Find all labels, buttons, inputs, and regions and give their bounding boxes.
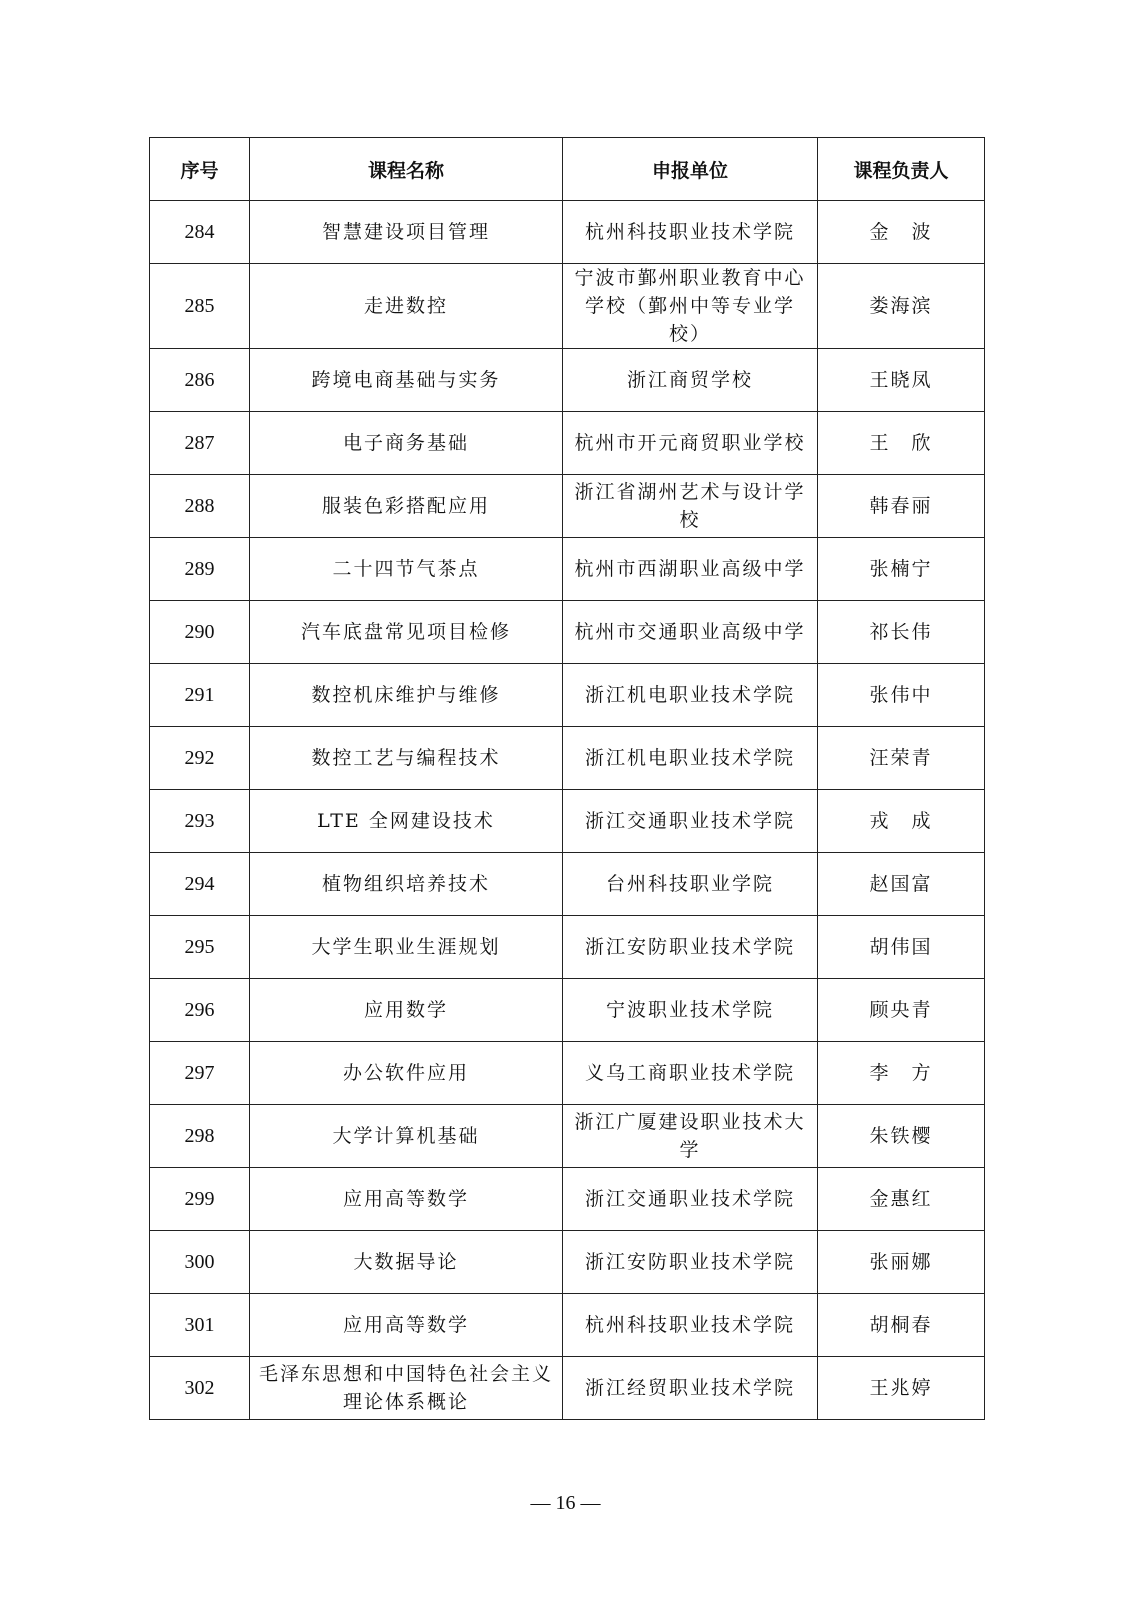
cell-unit: 浙江机电职业技术学院 — [563, 727, 818, 790]
cell-index: 285 — [150, 264, 250, 349]
cell-leader: 韩春丽 — [818, 475, 985, 538]
header-index: 序号 — [150, 138, 250, 201]
cell-unit: 浙江交通职业技术学院 — [563, 1168, 818, 1231]
cell-leader: 王兆婷 — [818, 1357, 985, 1420]
cell-unit: 浙江广厦建设职业技术大学 — [563, 1105, 818, 1168]
cell-leader: 胡桐春 — [818, 1294, 985, 1357]
table-row — [150, 664, 985, 727]
cell-course-name: 走进数控 — [250, 264, 563, 349]
cell-index: 299 — [150, 1168, 250, 1231]
cell-unit: 浙江机电职业技术学院 — [563, 664, 818, 727]
cell-unit: 台州科技职业学院 — [563, 853, 818, 916]
table-row — [150, 1294, 985, 1357]
table-row — [150, 1231, 985, 1294]
cell-unit: 杭州市开元商贸职业学校 — [563, 412, 818, 475]
cell-course-name: 跨境电商基础与实务 — [250, 349, 563, 412]
cell-leader: 戎 成 — [818, 790, 985, 853]
header-course-name: 课程名称 — [250, 138, 563, 201]
cell-course-name: 植物组织培养技术 — [250, 853, 563, 916]
cell-course-name: 数控机床维护与维修 — [250, 664, 563, 727]
cell-index: 284 — [150, 201, 250, 264]
cell-index: 302 — [150, 1357, 250, 1420]
table-row — [150, 853, 985, 916]
cell-unit: 浙江经贸职业技术学院 — [563, 1357, 818, 1420]
cell-course-name: 大学生职业生涯规划 — [250, 916, 563, 979]
table-row — [150, 727, 985, 790]
cell-index: 300 — [150, 1231, 250, 1294]
table-header-row — [150, 138, 985, 201]
cell-course-name: LTE 全网建设技术 — [250, 790, 563, 853]
cell-index: 294 — [150, 853, 250, 916]
cell-leader: 王 欣 — [818, 412, 985, 475]
cell-course-name: 应用数学 — [250, 979, 563, 1042]
cell-unit: 浙江省湖州艺术与设计学校 — [563, 475, 818, 538]
course-table — [149, 137, 985, 1420]
cell-index: 290 — [150, 601, 250, 664]
cell-unit: 浙江安防职业技术学院 — [563, 1231, 818, 1294]
table-row — [150, 1042, 985, 1105]
table-row — [150, 349, 985, 412]
table-row — [150, 790, 985, 853]
cell-leader: 王晓凤 — [818, 349, 985, 412]
cell-index: 287 — [150, 412, 250, 475]
cell-index: 296 — [150, 979, 250, 1042]
cell-index: 298 — [150, 1105, 250, 1168]
cell-leader: 李 方 — [818, 1042, 985, 1105]
table-row — [150, 538, 985, 601]
cell-unit: 杭州科技职业技术学院 — [563, 1294, 818, 1357]
cell-course-name: 大数据导论 — [250, 1231, 563, 1294]
cell-unit: 浙江交通职业技术学院 — [563, 790, 818, 853]
table-body — [150, 201, 985, 1420]
cell-leader: 胡伟国 — [818, 916, 985, 979]
cell-unit: 宁波职业技术学院 — [563, 979, 818, 1042]
cell-unit: 义乌工商职业技术学院 — [563, 1042, 818, 1105]
cell-leader: 朱铁樱 — [818, 1105, 985, 1168]
cell-index: 292 — [150, 727, 250, 790]
cell-leader: 张丽娜 — [818, 1231, 985, 1294]
table-row — [150, 601, 985, 664]
cell-unit: 浙江商贸学校 — [563, 349, 818, 412]
cell-index: 301 — [150, 1294, 250, 1357]
table-row — [150, 1168, 985, 1231]
cell-course-name: 智慧建设项目管理 — [250, 201, 563, 264]
cell-course-name: 大学计算机基础 — [250, 1105, 563, 1168]
table-row — [150, 916, 985, 979]
cell-course-name: 应用高等数学 — [250, 1294, 563, 1357]
cell-course-name: 应用高等数学 — [250, 1168, 563, 1231]
cell-unit: 杭州科技职业技术学院 — [563, 201, 818, 264]
cell-leader: 娄海滨 — [818, 264, 985, 349]
cell-course-name: 二十四节气茶点 — [250, 538, 563, 601]
table-row — [150, 412, 985, 475]
cell-leader: 金 波 — [818, 201, 985, 264]
table-row — [150, 1357, 985, 1420]
cell-leader: 祁长伟 — [818, 601, 985, 664]
table-row — [150, 979, 985, 1042]
table-row — [150, 475, 985, 538]
cell-course-name: 数控工艺与编程技术 — [250, 727, 563, 790]
cell-unit: 杭州市交通职业高级中学 — [563, 601, 818, 664]
cell-unit: 宁波市鄞州职业教育中心学校（鄞州中等专业学校） — [563, 264, 818, 349]
cell-index: 297 — [150, 1042, 250, 1105]
cell-course-name: 汽车底盘常见项目检修 — [250, 601, 563, 664]
header-unit: 申报单位 — [563, 138, 818, 201]
cell-index: 291 — [150, 664, 250, 727]
cell-leader: 张楠宁 — [818, 538, 985, 601]
cell-leader: 顾央青 — [818, 979, 985, 1042]
cell-index: 286 — [150, 349, 250, 412]
cell-unit: 浙江安防职业技术学院 — [563, 916, 818, 979]
cell-leader: 金惠红 — [818, 1168, 985, 1231]
cell-course-name: 服装色彩搭配应用 — [250, 475, 563, 538]
cell-leader: 赵国富 — [818, 853, 985, 916]
cell-index: 295 — [150, 916, 250, 979]
cell-leader: 张伟中 — [818, 664, 985, 727]
cell-leader: 汪荣青 — [818, 727, 985, 790]
cell-course-name: 电子商务基础 — [250, 412, 563, 475]
table-row — [150, 201, 985, 264]
table-row — [150, 264, 985, 349]
cell-course-name: 办公软件应用 — [250, 1042, 563, 1105]
table-row — [150, 1105, 985, 1168]
cell-index: 288 — [150, 475, 250, 538]
cell-course-name: 毛泽东思想和中国特色社会主义理论体系概论 — [250, 1357, 563, 1420]
cell-unit: 杭州市西湖职业高级中学 — [563, 538, 818, 601]
page-number: — 16 — — [530, 1492, 601, 1514]
cell-index: 289 — [150, 538, 250, 601]
header-leader: 课程负责人 — [818, 138, 985, 201]
cell-index: 293 — [150, 790, 250, 853]
